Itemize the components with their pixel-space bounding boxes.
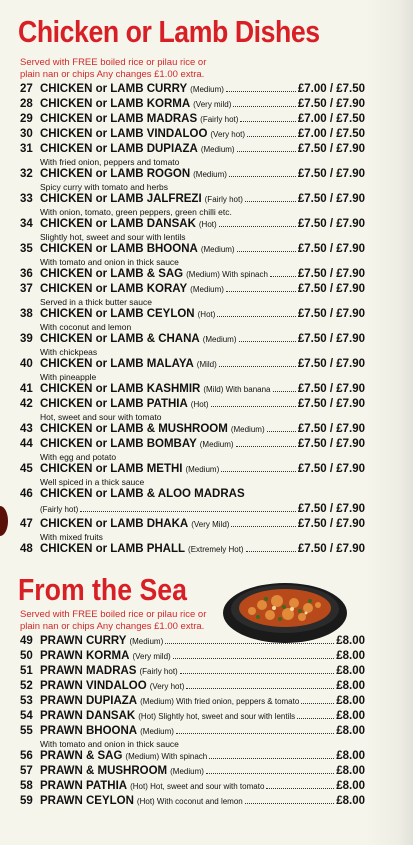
item-price: £7.50 / £7.90 [297,398,365,410]
leader-dots [239,332,296,342]
leader-dots [186,679,334,689]
leader-dots [219,217,296,227]
item-note: (Medium) [190,285,224,294]
item-number: 32 [20,168,33,180]
item-number: 39 [20,333,33,345]
item-name: PRAWN VINDALOO [40,680,147,692]
item-number: 43 [20,423,33,435]
menu-item-row [20,112,365,127]
item-name: CHICKEN or LAMB & SAG [40,268,184,280]
menu-item-row [20,397,365,412]
leader-dots [246,542,296,552]
item-name: CHICKEN or LAMB ROGON [40,168,191,180]
leader-dots [217,307,295,317]
item-note: (Medium) [129,637,164,646]
item-note: (Medium) [140,727,174,736]
item-price: £7.50 / £7.90 [297,503,365,515]
menu-item-row [20,217,365,232]
item-note: (Very hot) [210,130,246,139]
menu-item [20,679,365,694]
menu-item-row [20,487,365,502]
menu-item [20,779,365,794]
item-price: £8.00 [336,650,365,662]
menu-item [20,517,365,542]
item-number: 55 [20,725,33,737]
page-edge-shadow [365,0,413,845]
item-note: (Very mild) [132,652,171,661]
leader-dots [231,517,295,527]
item-note: (Very mild) [193,100,232,109]
menu-item-row [20,542,365,557]
item-note: (Medium) [199,440,234,449]
item-note: (Medium) [230,425,265,434]
leader-dots [209,749,334,759]
menu-item [20,97,365,112]
item-name: PRAWN MADRAS [40,665,137,677]
item-name: PRAWN & SAG [40,750,123,762]
menu-item-row [20,357,365,372]
menu-item [20,242,365,267]
item-price: £8.00 [336,665,365,677]
menu-item-row [20,749,365,764]
menu-list-from-the-sea [20,634,365,809]
item-description: Hot, sweet and sour with tomato [40,412,162,422]
menu-item [20,724,365,749]
item-name: CHICKEN or LAMB MALAYA [40,358,194,370]
item-price: £7.50 / £7.90 [297,168,365,180]
item-price: £8.00 [336,795,365,807]
item-number: 35 [20,243,33,255]
item-description: Served in a thick butter sauce [40,297,152,307]
menu-item [20,167,365,192]
menu-item-row [20,517,365,532]
item-price: £7.00 / £7.50 [297,83,365,95]
leader-dots [233,97,295,107]
item-name: PRAWN CEYLON [40,795,134,807]
leader-dots [297,709,334,719]
menu-item [20,749,365,764]
leader-dots [247,127,296,137]
item-description: With tomato and onion in thick sauce [40,739,179,749]
menu-item [20,794,365,809]
leader-dots [237,242,296,252]
item-number: 52 [20,680,33,692]
menu-item-row [20,422,365,437]
item-name: CHICKEN or LAMB & MUSHROOM [40,423,228,435]
item-description: Slightly hot, sweet and sour with lentils [40,232,186,242]
item-price: £7.50 / £7.90 [297,268,365,280]
leader-dots [176,724,334,734]
menu-item [20,382,365,397]
menu-item [20,357,365,382]
item-name: CHICKEN or LAMB DUPIAZA [40,143,198,155]
item-number: 29 [20,113,33,125]
menu-item-row [20,679,365,694]
item-price: £7.50 / £7.90 [297,333,365,345]
leader-dots [245,794,334,804]
item-name: CHICKEN or LAMB KORMA [40,98,191,110]
item-note: (Mild) With banana [203,385,271,394]
item-note: (Hot) [197,310,216,319]
leader-dots [301,694,334,704]
menu-item [20,267,365,282]
leader-dots [165,634,334,644]
item-name: PRAWN KORMA [40,650,130,662]
leader-dots [270,267,296,277]
menu-item [20,694,365,709]
menu-item [20,142,365,167]
item-price: £7.00 / £7.50 [297,128,365,140]
menu-item-row [20,437,365,452]
menu-item-row [20,462,365,477]
item-description: With chickpeas [40,347,98,357]
menu-item [20,764,365,779]
item-name: PRAWN & MUSHROOM [40,765,168,777]
item-description: With fried onion, peppers and tomato [40,157,180,167]
item-number: 31 [20,143,33,155]
section-title-from-the-sea: From the Sea [18,572,187,607]
item-name: PRAWN PATHIA [40,780,128,792]
leader-dots [236,437,296,447]
menu-item [20,422,365,437]
item-price: £7.50 / £7.90 [297,358,365,370]
item-name: PRAWN DUPIAZA [40,695,138,707]
item-note: (Hot) Hot, sweet and sour with tomato [130,782,265,791]
item-number: 33 [20,193,33,205]
menu-item-row [20,142,365,157]
item-note: (Hot) [190,400,209,409]
item-price: £8.00 [336,765,365,777]
leader-dots [267,422,296,432]
menu-item [20,282,365,307]
leader-dots [180,664,335,674]
item-note: (Medium) [170,767,204,776]
item-number: 54 [20,710,33,722]
item-number: 37 [20,283,33,295]
item-name: PRAWN BHOONA [40,725,138,737]
menu-item [20,112,365,127]
item-number: 45 [20,463,33,475]
item-price: £7.00 / £7.50 [297,113,365,125]
item-price: £7.50 / £7.90 [297,243,365,255]
item-price: £7.50 / £7.90 [297,218,365,230]
menu-item-row [20,794,365,809]
menu-item-row [20,382,365,397]
item-note: (Extremely Hot) [188,545,244,554]
item-name: CHICKEN or LAMB CEYLON [40,308,195,320]
item-note: (Medium) With fried onion, peppers & tomato [140,697,300,706]
item-note: (Fairly hot) [200,115,239,124]
item-price: £7.50 / £7.90 [297,383,365,395]
item-name: PRAWN DANSAK [40,710,136,722]
leader-dots [266,779,334,789]
menu-item-row [20,764,365,779]
item-number: 44 [20,438,33,450]
menu-item-row [20,192,365,207]
item-number: 38 [20,308,33,320]
menu-item-row [20,664,365,679]
item-name: PRAWN CURRY [40,635,127,647]
item-number: 56 [20,750,33,762]
item-name: CHICKEN or LAMB DANSAK [40,218,196,230]
item-number: 50 [20,650,33,662]
item-name: CHICKEN or LAMB METHI [40,463,183,475]
item-note: (Very Mild) [191,520,230,529]
menu-item-row [20,724,365,739]
menu-item-row-continued [20,502,365,517]
item-price: £8.00 [336,635,365,647]
leader-dots [237,142,296,152]
item-note: (Medium) [200,145,235,154]
item-number: 57 [20,765,33,777]
item-price: £7.50 / £7.90 [297,518,365,530]
item-number: 58 [20,780,33,792]
item-description: With egg and potato [40,452,117,462]
menu-item-row [20,709,365,724]
leader-dots [245,192,296,202]
item-price: £8.00 [336,725,365,737]
item-number: 27 [20,83,33,95]
item-number: 51 [20,665,33,677]
item-price: £7.50 / £7.90 [297,423,365,435]
item-note: (Medium) [200,245,235,254]
item-number: 49 [20,635,33,647]
item-number: 36 [20,268,33,280]
item-price: £7.50 / £7.90 [297,543,365,555]
menu-item-row [20,332,365,347]
menu-item [20,634,365,649]
item-note: (Medium) [202,335,237,344]
item-price: £7.50 / £7.90 [297,193,365,205]
item-note: (Hot) Slightly hot, sweet and sour with lentils [138,712,296,721]
menu-item-row [20,649,365,664]
section-intro-chicken-lamb: Served with FREE boiled rice or pilau rice or plain nan or chips Any changes £1.00 extra. [20,57,207,80]
item-price: £7.50 / £7.90 [297,143,365,155]
item-name: CHICKEN or LAMB & ALOO MADRAS [40,488,245,500]
menu-item [20,127,365,142]
item-description: With onion, tomato, green peppers, green chilli etc. [40,207,232,217]
menu-item-row [20,282,365,297]
item-name: CHICKEN or LAMB & CHANA [40,333,200,345]
leader-dots [211,397,296,407]
item-price: £8.00 [336,780,365,792]
item-note: (Medium) With spinach [186,270,268,279]
item-note: (Medium) With spinach [125,752,208,761]
item-name: CHICKEN or LAMB BOMBAY [40,438,197,450]
menu-item-row [20,167,365,182]
item-price: £7.50 / £7.90 [297,463,365,475]
menu-item [20,542,365,557]
section-intro-from-the-sea: Served with FREE boiled rice or pilau rice or plain nan or chips Any changes £1.00 extra. [20,609,207,632]
item-number: 48 [20,543,33,555]
item-note: (Hot) With coconut and lemon [136,797,243,806]
item-number: 34 [20,218,33,230]
item-name: CHICKEN or LAMB CURRY [40,83,188,95]
item-name: CHICKEN or LAMB MADRAS [40,113,198,125]
menu-item [20,709,365,724]
item-price: £7.50 / £7.90 [297,308,365,320]
leader-dots [219,357,296,367]
item-note: (Fairly hot) [204,195,243,204]
item-note: (Fairly hot) [139,667,178,676]
item-price: £8.00 [336,710,365,722]
leader-dots [240,112,295,122]
item-description: With pineapple [40,372,97,382]
item-name: CHICKEN or LAMB DHAKA [40,518,189,530]
menu-item [20,649,365,664]
item-note: (Hot) [198,220,217,229]
menu-item-row [20,634,365,649]
menu-item [20,664,365,679]
menu-list-chicken-lamb [20,82,365,557]
item-name: CHICKEN or LAMB BHOONA [40,243,198,255]
item-number: 53 [20,695,33,707]
leader-dots [206,764,334,774]
menu-item [20,332,365,357]
menu-item-row [20,127,365,142]
item-description: With tomato and onion in thick sauce [40,257,179,267]
menu-item-row [20,97,365,112]
leader-dots [173,649,335,659]
menu-item-row [20,242,365,257]
menu-item-row [20,267,365,282]
item-number: 41 [20,383,33,395]
menu-item [20,217,365,242]
item-price: £8.00 [336,695,365,707]
leader-dots [226,82,296,92]
item-number: 46 [20,488,33,500]
item-note: (Very hot) [149,682,185,691]
menu-item-row [20,779,365,794]
item-name: CHICKEN or LAMB KORAY [40,283,188,295]
item-name: CHICKEN or LAMB PATHIA [40,398,188,410]
leader-dots [221,462,296,472]
item-number: 30 [20,128,33,140]
item-price: £7.50 / £7.90 [297,283,365,295]
menu-item [20,487,365,517]
item-name: CHICKEN or LAMB KASHMIR [40,383,201,395]
menu-item [20,307,365,332]
menu-item-row [20,694,365,709]
item-description: With coconut and lemon [40,322,132,332]
item-note: (Medium) [193,170,227,179]
leader-dots [229,167,296,177]
item-name: CHICKEN or LAMB JALFREZI [40,193,202,205]
menu-item [20,192,365,217]
leader-dots [80,502,296,512]
item-price: £8.00 [336,750,365,762]
item-note: (Medium) [190,85,224,94]
item-number: 59 [20,795,33,807]
item-name: CHICKEN or LAMB VINDALOO [40,128,208,140]
menu-item [20,437,365,462]
menu-item [20,462,365,487]
item-price: £8.00 [336,680,365,692]
page-edge-mark [0,506,8,536]
section-title-chicken-lamb: Chicken or Lamb Dishes [18,14,320,49]
leader-dots [273,382,296,392]
menu-item [20,82,365,97]
item-number: 28 [20,98,33,110]
item-description: Well spiced in a thick sauce [40,477,145,487]
item-note: (Mild) [196,360,217,369]
item-number: 40 [20,358,33,370]
item-description: Spicy curry with tomato and herbs [40,182,169,192]
item-name: CHICKEN or LAMB PHALL [40,543,186,555]
item-note: (Medium) [185,465,220,474]
item-number: 42 [20,398,33,410]
item-description: With mixed fruits [40,532,103,542]
item-note: (Fairly hot) [40,505,79,514]
item-number: 47 [20,518,33,530]
item-price: £7.50 / £7.90 [297,98,365,110]
menu-item [20,397,365,422]
item-price: £7.50 / £7.90 [297,438,365,450]
menu-item-row [20,82,365,97]
leader-dots [226,282,296,292]
menu-item-row [20,307,365,322]
